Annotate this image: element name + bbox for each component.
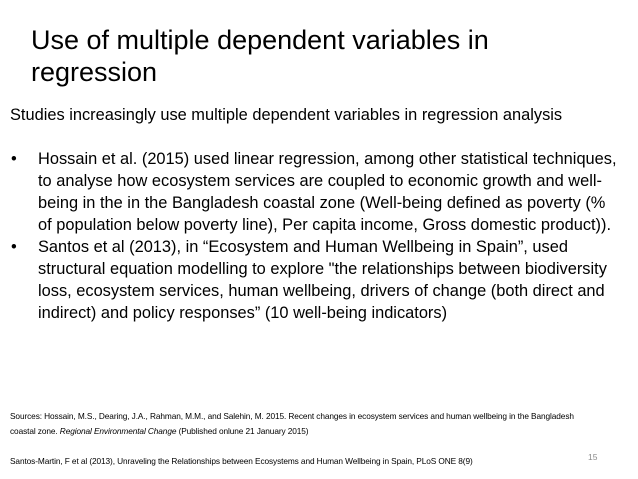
bullet-mark: •	[11, 150, 17, 168]
source-1-publication-note: (Published onlune 21 January 2015)	[176, 426, 309, 436]
intro-paragraph: Studies increasingly use multiple dependent variables in regression analysis	[10, 106, 563, 124]
bullet-item	[10, 236, 622, 324]
sources-citation	[10, 409, 600, 439]
source-1-journal: Regional Environmental Change	[59, 426, 177, 436]
bullet-mark: •	[11, 238, 17, 256]
page-number: 15	[588, 452, 598, 462]
source-1-text: Sources: Hossain, M.S., Dearing, J.A., Rahman, M.M., and Salehin, M. 2015. Recent changes in ecosystem services and human wellbeing in the Bangladesh coastal zone.	[10, 411, 574, 436]
bullet-text-santos: Santos et al (2013), in “Ecosystem and Human Wellbeing in Spain”, used structural equation modelling to explore "the relationships between biodiversity loss, ecosystem services, human wellbeing, drivers of change (both direct and indirect) and policy responses” (10 well-being indicators)	[38, 238, 607, 322]
slide-title: Use of multiple dependent variables in regression	[31, 25, 489, 87]
bullet-item	[10, 148, 622, 236]
source-2-citation: Santos-Martin, F et al (2013), Unraveling the Relationships between Ecosystems and Human Wellbeing in Spain, PLoS ONE 8(9)	[10, 456, 473, 466]
bullet-text-hossain: Hossain et al. (2015) used linear regression, among other statistical techniques, to analyse how ecosystem services are coupled to economic growth and well-being in the in the Bangladesh coastal zone (Well-being defined as poverty (% of population below poverty line), Per capita income, Gross domestic product)).	[38, 150, 617, 234]
bullet-list	[10, 148, 622, 324]
